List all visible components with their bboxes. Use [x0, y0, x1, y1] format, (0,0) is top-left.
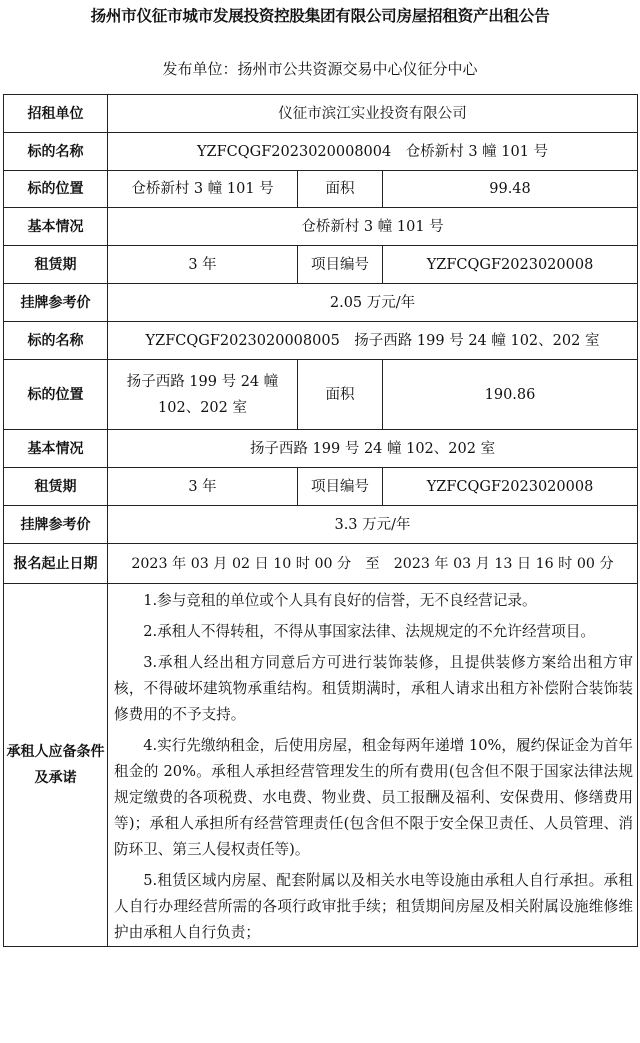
table-row	[4, 284, 638, 322]
conditions-label-line-1: 承租人应备条件	[6, 744, 105, 760]
condition-item: 1.参与竞租的单位或个人具有良好的信誉，无不良经营记录。	[143, 592, 537, 609]
lessor-value: 仪征市滨江实业投资有限公司	[108, 95, 638, 133]
item-name-value: YZFCQGF2023020008004 仓桥新村 3 幢 101 号	[108, 133, 638, 171]
project-no-value: YZFCQGF2023020008	[383, 246, 638, 284]
table-row	[4, 322, 638, 360]
lease-term-value: 3 年	[108, 468, 298, 506]
table-row	[4, 133, 638, 171]
table-row	[4, 360, 638, 430]
table-row	[4, 246, 638, 284]
table-row	[4, 95, 638, 133]
project-no-label: 项目编号	[298, 246, 383, 284]
location-line-1: 扬子西路 199 号 24 幢	[126, 373, 279, 390]
item-name-label: 标的名称	[4, 133, 108, 171]
table-row	[4, 171, 638, 208]
basic-label: 基本情况	[4, 208, 108, 246]
table-row	[4, 544, 638, 584]
price-label: 挂牌参考价	[4, 506, 108, 544]
conditions-label	[4, 584, 108, 947]
table-row	[4, 430, 638, 468]
condition-item: 2.承租人不得转租，不得从事国家法律、法规规定的不允许经营项目。	[143, 623, 595, 640]
project-no-label: 项目编号	[298, 468, 383, 506]
item-name-value: YZFCQGF2023020008005 扬子西路 199 号 24 幢 102、202 室	[108, 322, 638, 360]
table-row	[4, 506, 638, 544]
location-label: 标的位置	[4, 360, 108, 430]
conditions-label-line-2: 及承诺	[34, 770, 77, 786]
condition-item: 3.承租人经出租方同意后方可进行装饰装修，且提供装修方案给出租方审核，不得破坏建筑物承重结构。租赁期满时，承租人请求出租方补偿附合装饰装修费用的不予支持。	[114, 654, 634, 723]
location-value	[108, 360, 298, 430]
condition-item: 5.租赁区域内房屋、配套附属以及相关水电等设施由承租人自行承担。承租人自行办理经营所需的各项行政审批手续；租赁期间房屋及相关附属设施维修维护由承租人自行负责；	[114, 872, 634, 941]
conditions-content	[108, 584, 638, 947]
basic-value: 扬子西路 199 号 24 幢 102、202 室	[108, 430, 638, 468]
area-label: 面积	[298, 171, 383, 208]
reg-period-label: 报名起止日期	[4, 544, 108, 584]
location-value: 仓桥新村 3 幢 101 号	[108, 171, 298, 208]
price-label: 挂牌参考价	[4, 284, 108, 322]
table-row	[4, 468, 638, 506]
price-value: 3.3 万元/年	[108, 506, 638, 544]
area-label: 面积	[298, 360, 383, 430]
location-line-2: 102、202 室	[158, 399, 247, 416]
area-value: 190.86	[383, 360, 638, 430]
project-no-value: YZFCQGF2023020008	[383, 468, 638, 506]
notice-table	[3, 94, 638, 947]
location-label: 标的位置	[4, 171, 108, 208]
lease-term-label: 租赁期	[4, 246, 108, 284]
area-value: 99.48	[383, 171, 638, 208]
lease-term-label: 租赁期	[4, 468, 108, 506]
basic-value: 仓桥新村 3 幢 101 号	[108, 208, 638, 246]
table-row	[4, 208, 638, 246]
lease-term-value: 3 年	[108, 246, 298, 284]
lessor-label: 招租单位	[4, 95, 108, 133]
condition-item: 4.实行先缴纳租金，后使用房屋，租金每两年递增 10%，履约保证金为首年租金的 20%。承租人承担经营管理发生的所有费用(包含但不限于国家法律法规规定缴费的各项税费、水电费、物业费、员工报酬及福利、安保费用、修缮费用等)；承租人承担所有经营管理责任(包含但不限于安全保卫责任、人员管理、消防环卫、第三人侵权责任等)。	[114, 737, 634, 858]
reg-period-value: 2023 年 03 月 02 日 10 时 00 分 至 2023 年 03 月 13 日 16 时 00 分	[108, 544, 638, 584]
notice-title: 扬州市仪征市城市发展投资控股集团有限公司房屋招租资产出租公告	[90, 7, 550, 25]
item-name-label: 标的名称	[4, 322, 108, 360]
price-value: 2.05 万元/年	[108, 284, 638, 322]
publisher-line: 发布单位：扬州市公共资源交易中心仪征分中心	[162, 60, 478, 78]
basic-label: 基本情况	[4, 430, 108, 468]
table-row	[4, 584, 638, 947]
